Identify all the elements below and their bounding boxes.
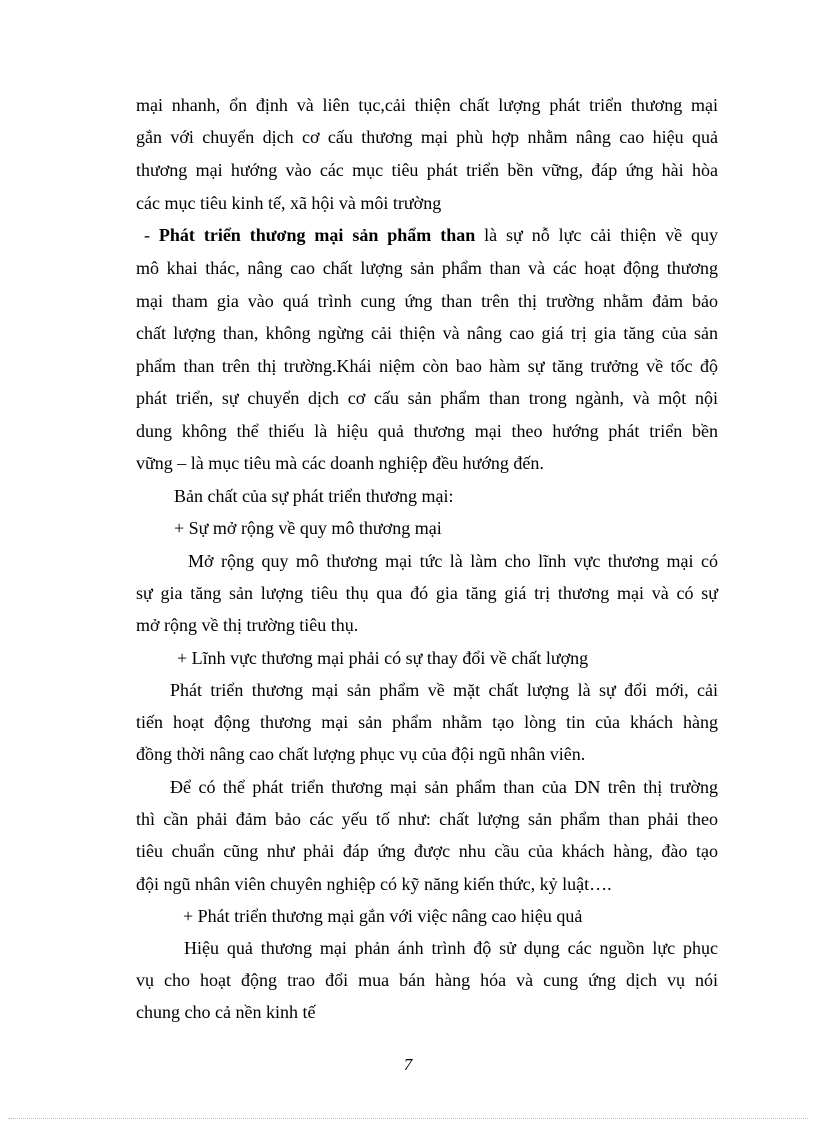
- paragraph-line: Để có thể phát triển thương mại sản phẩm than của DN trên thị trường: [170, 777, 718, 797]
- paragraph-line: tiến hoạt động thương mại sản phẩm nhằm tạo lòng tin của khách hàng: [136, 712, 718, 732]
- list-item-heading: + Sự mở rộng về quy mô thương mại: [174, 518, 442, 538]
- paragraph-line: phát triển, sự chuyển dịch cơ cấu sản phẩm than trong ngành, và một nội: [136, 388, 718, 408]
- paragraph-line: vụ cho hoạt động trao đổi mua bán hàng hóa và cung ứng dịch vụ nói: [136, 970, 718, 990]
- paragraph-line: chất lượng than, không ngừng cải thiện và nâng cao giá trị gia tăng của sản: [136, 323, 718, 343]
- paragraph-line: Phát triển thương mại sản phẩm về mặt chất lượng là sự đổi mới, cải: [170, 680, 718, 700]
- paragraph-line: phẩm than trên thị trường.Khái niệm còn bao hàm sự tăng trưởng về tốc độ: [136, 356, 718, 376]
- paragraph-line: gắn với chuyển dịch cơ cấu thương mại phù hợp nhằm nâng cao hiệu quả: [136, 127, 718, 147]
- paragraph-line: thương mại hướng vào các mục tiêu phát triển bền vững, đáp ứng hài hòa: [136, 160, 718, 180]
- paragraph-line: mở rộng về thị trường tiêu thụ.: [136, 615, 359, 635]
- paragraph-line: đồng thời nâng cao chất lượng phục vụ của đội ngũ nhân viên.: [136, 744, 586, 764]
- paragraph-line: đội ngũ nhân viên chuyên nghiệp có kỹ năng kiến thức, kỷ luật….: [136, 874, 612, 894]
- list-dash: -: [144, 225, 159, 245]
- page-bottom-divider: [8, 1118, 808, 1119]
- paragraph-line: mại nhanh, ổn định và liên tục,cải thiện chất lượng phát triển thương mại: [136, 95, 718, 115]
- paragraph-line: thì cần phải đảm bảo các yếu tố như: chất lượng sản phẩm than phải theo: [136, 809, 718, 829]
- paragraph-line: mô khai thác, nâng cao chất lượng sản phẩm than và các hoạt động thương: [136, 258, 718, 278]
- paragraph-line: tiêu chuẩn cũng như phải đáp ứng được nhu cầu của khách hàng, đào tạo: [136, 841, 718, 861]
- paragraph-line: sự gia tăng sản lượng tiêu thụ qua đó gia tăng giá trị thương mại và có sự: [136, 583, 718, 603]
- definition-text: là sự nỗ lực cải thiện về quy: [475, 225, 719, 245]
- paragraph-line: vững – là mục tiêu mà các doanh nghiệp đều hướng đến.: [136, 453, 544, 473]
- paragraph-line: dung không thể thiếu là hiệu quả thương mại theo hướng phát triển bền: [136, 421, 718, 441]
- list-item-heading: + Phát triển thương mại gắn với việc nâng cao hiệu quả: [183, 906, 583, 926]
- paragraph-line: Mở rộng quy mô thương mại tức là làm cho lĩnh vực thương mại có: [188, 551, 718, 571]
- list-item-heading: + Lĩnh vực thương mại phải có sự thay đổi về chất lượng: [177, 648, 589, 668]
- definition-line: [144, 224, 718, 246]
- paragraph-line: chung cho cả nền kinh tế: [136, 1002, 316, 1022]
- section-heading: Bản chất của sự phát triển thương mại:: [174, 486, 454, 506]
- defined-term: Phát triển thương mại sản phẩm than: [158, 225, 476, 245]
- page-number: 7: [403, 1055, 413, 1074]
- paragraph-line: mại tham gia vào quá trình cung ứng than trên thị trường nhằm đảm bảo: [136, 291, 718, 311]
- paragraph-line: các mục tiêu kinh tế, xã hội và môi trường: [136, 193, 442, 213]
- paragraph-line: Hiệu quả thương mại phản ánh trình độ sử dụng các nguồn lực phục: [184, 938, 718, 958]
